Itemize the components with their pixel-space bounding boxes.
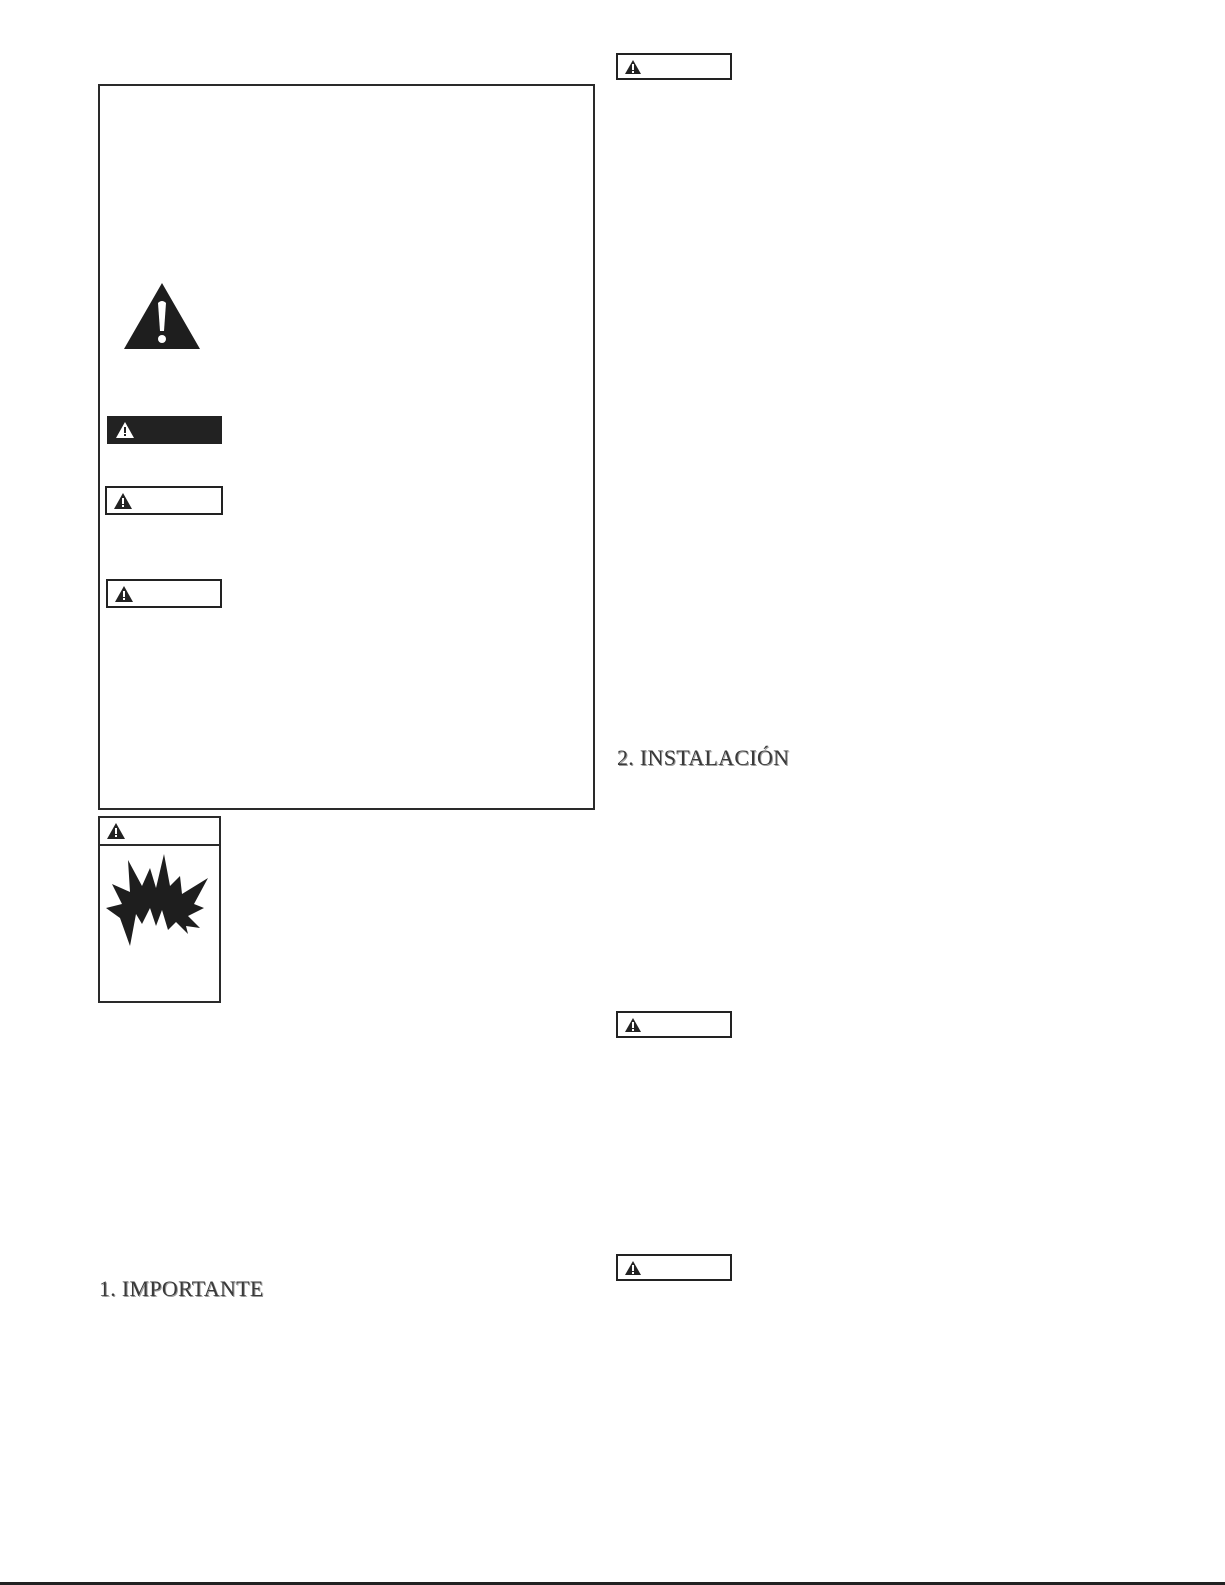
explosion-hazard-panel (98, 816, 221, 1003)
signal-box-warning (105, 486, 223, 515)
warning-triangle-icon (624, 1260, 642, 1276)
safety-alert-frame (98, 84, 595, 810)
warning-triangle-icon (115, 421, 135, 439)
warning-triangle-icon (113, 492, 133, 510)
warning-triangle-icon (106, 822, 126, 840)
signal-box-caution (106, 579, 222, 608)
signal-box-right-middle (616, 1011, 732, 1038)
signal-box-danger (107, 416, 222, 444)
section-heading-importante: 1. IMPORTANTE (99, 1276, 264, 1301)
section-heading-instalacion: 2. INSTALACIÓN (617, 745, 790, 770)
signal-box-right-bottom (616, 1254, 732, 1281)
warning-triangle-icon (114, 585, 134, 603)
explosion-icon (100, 846, 219, 956)
warning-triangle-icon (624, 59, 642, 75)
warning-triangle-icon (624, 1017, 642, 1033)
explosion-panel-header (100, 818, 219, 846)
signal-box-right-top (616, 53, 732, 80)
large-warning-triangle-icon (122, 281, 202, 351)
